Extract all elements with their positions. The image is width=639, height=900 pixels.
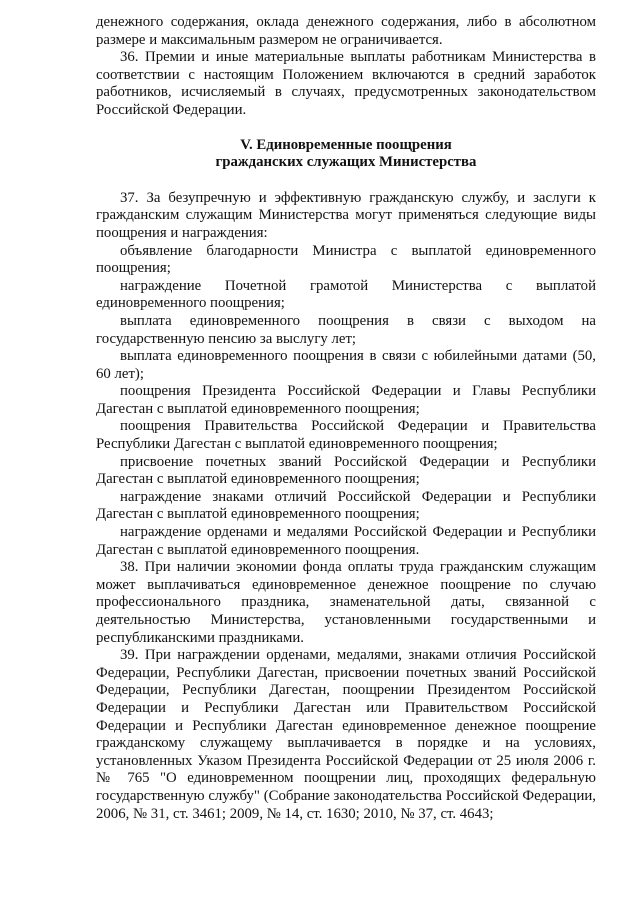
paragraph-38: 38. При наличии экономии фонда оплаты труда гражданским служащим может выплачиваться единовременное денежное поощрение по случаю профессионального праздника, знаменательной даты, связанной с деятельностью Министерства, установленными государственными и республиканскими праздниками. [96, 559, 596, 646]
list-item-president-award: поощрения Президента Российской Федерации и Главы Республики Дагестан с выплатой единовременного поощрения; [96, 383, 596, 417]
section-heading-line-1: V. Единовременные поощрения [240, 136, 452, 153]
list-item-badges: награждение знаками отличий Российской Федерации и Республики Дагестан с выплатой единовременного поощрения; [96, 488, 596, 523]
list-item-anniversary-payment: выплата единовременного поощрения в связи с юбилейными датами (50, 60 лет); [96, 348, 596, 382]
paragraph-39: 39. При награждении орденами, медалями, знаками отличия Российской Федерации, Республики Дагестан, присвоении почетных званий Российской Федерации, Республики Дагестан, поощрении Президентом Российской Федерации и Республики Дагестан или Правительством Российской Федерации и Республики Дагестан единовременное денежное поощрение гражданскому служащему выплачивается в порядке и на условиях, установленных Указом Президента Российской Федерации от 25 июля 2006 г. № 765 "О единовременном поощрении лиц, проходящих федеральную государственную службу" (Собрание законодательства Российской Федерации, 2006, № 31, ст. 3461; 2009, № 14, ст. 1630; 2010, № 37, ст. 4643; [96, 647, 596, 822]
list-item-honor-certificate: награждение Почетной грамотой Министерства с выплатой единовременного поощрения; [96, 277, 596, 312]
paragraph-36: 36. Премии и иные материальные выплаты работникам Министерства в соответствии с настоящим Положением включаются в средний заработок работников, исчисляемый в случаях, предусмотренных законодательством Российской Федерации. [96, 49, 596, 118]
section-heading-line-2: гражданских служащих Министерства [215, 154, 477, 171]
list-item-pension-payment: выплата единовременного поощрения в связи с выходом на государственную пенсию за выслугу лет; [96, 312, 596, 347]
list-item-orders-medals: награждение орденами и медалями Российской Федерации и Республики Дагестан с выплатой единовременного поощрения. [96, 524, 596, 558]
list-item-government-award: поощрения Правительства Российской Федерации и Правительства Республики Дагестан с выплатой единовременного поощрения; [96, 418, 596, 453]
section-heading [96, 137, 596, 172]
paragraph-37: 37. За безупречную и эффективную гражданскую службу, и заслуги к гражданским служащим Министерства могут применяться следующие виды поощрения и награждения: [96, 189, 596, 241]
list-item-honorary-titles: присвоение почетных званий Российской Федерации и Республики Дагестан с выплатой единовременного поощрения; [96, 453, 596, 488]
document-page [96, 14, 596, 823]
paragraph-35-continuation: денежного содержания, оклада денежного содержания, либо в абсолютном размере и максимальным размером не ограничивается. [96, 14, 596, 48]
list-item-gratitude: объявление благодарности Министра с выплатой единовременного поощрения; [96, 242, 596, 277]
